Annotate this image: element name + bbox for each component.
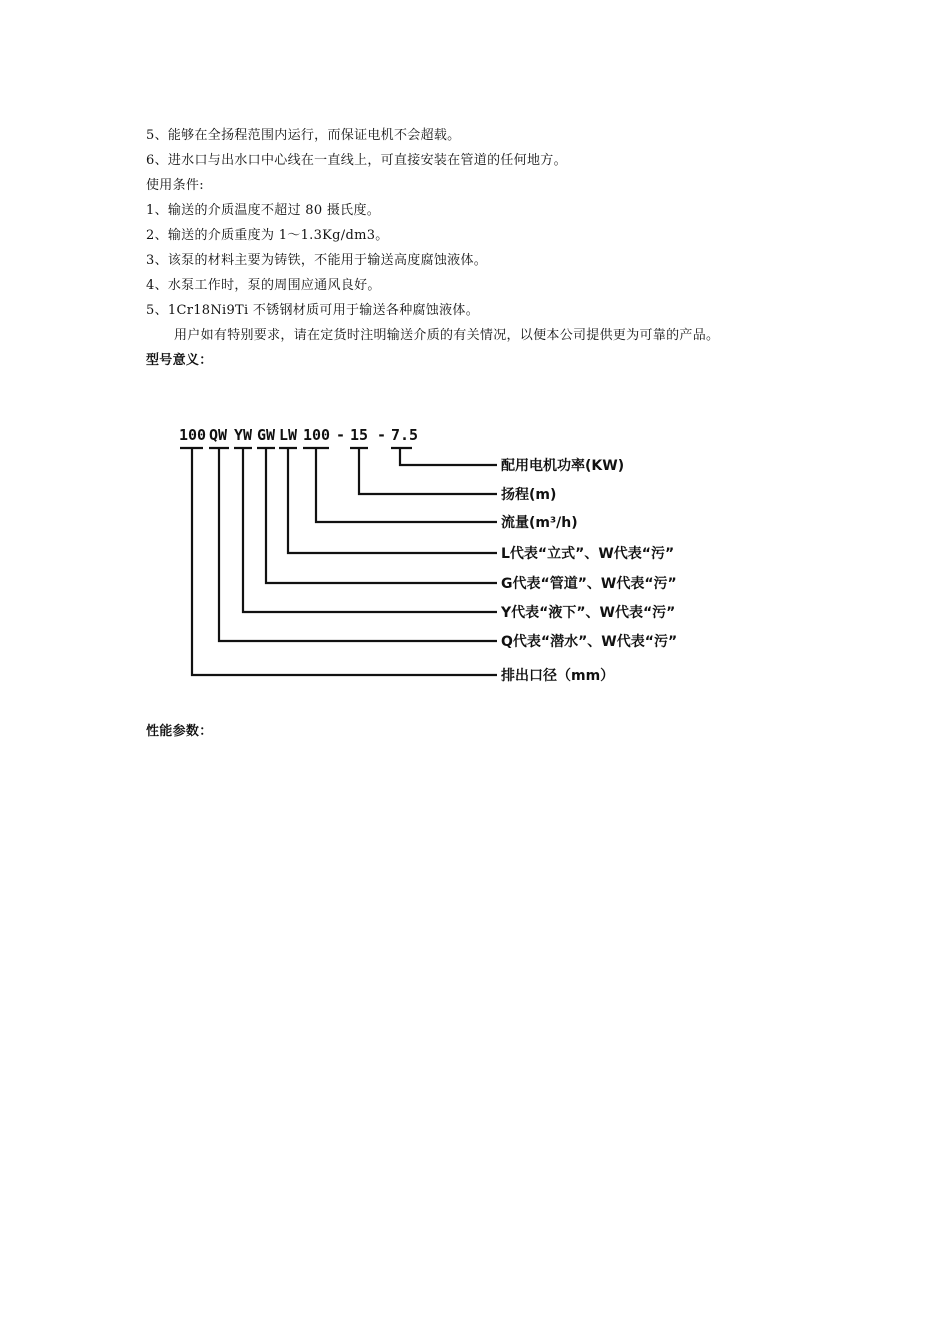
legend-lw: L代表“立式”、W代表“污” — [501, 546, 675, 562]
legend-qw: Q代表“潜水”、W代表“污” — [501, 634, 678, 650]
code-part-qw: QW — [209, 426, 228, 444]
model-code-svg — [175, 418, 735, 698]
code-part-head: 15 — [350, 426, 369, 444]
code-dash-2: - — [377, 426, 387, 444]
legend-yw: Y代表“液下”、W代表“污” — [501, 605, 676, 621]
model-code-diagram — [175, 418, 735, 698]
legend-head: 扬程(m) — [501, 487, 557, 503]
text-line-1: 5、能够在全扬程范围内运行，而保证电机不会超载。 — [146, 128, 461, 143]
legend-motor-power: 配用电机功率(KW) — [501, 458, 625, 474]
code-part-flow: 100 — [303, 426, 331, 444]
usage-conditions-heading: 使用条件: — [146, 178, 204, 193]
legend-outlet-diameter: 排出口径（mm） — [501, 668, 615, 684]
code-part-gw: GW — [257, 426, 276, 444]
text-line-5: 2、输送的介质重度为 1～1.3Kg/dm3。 — [146, 228, 389, 243]
code-part-power: 7.5 — [391, 426, 419, 444]
text-line-9: 用户如有特别要求，请在定货时注明输送介质的有关情况，以便本公司提供更为可靠的产品。 — [174, 328, 720, 343]
code-part-yw: YW — [234, 426, 253, 444]
code-part-100: 100 — [179, 426, 207, 444]
text-line-7: 4、水泵工作时，泵的周围应通风良好。 — [146, 278, 381, 293]
code-part-lw: LW — [279, 426, 298, 444]
connector-lines — [192, 448, 497, 675]
code-dash-1: - — [336, 426, 346, 444]
legend-flow: 流量(m³/h) — [501, 515, 578, 531]
text-line-4: 1、输送的介质温度不超过 80 摄氏度。 — [146, 203, 381, 218]
text-line-2: 6、进水口与出水口中心线在一直线上，可直接安装在管道的任何地方。 — [146, 153, 567, 168]
legend-gw: G代表“管道”、W代表“污” — [501, 576, 677, 592]
performance-heading: 性能参数： — [146, 724, 213, 739]
model-meaning-heading: 型号意义： — [146, 353, 213, 368]
text-line-6: 3、该泵的材料主要为铸铁，不能用于输送高度腐蚀液体。 — [146, 253, 488, 268]
text-line-8: 5、1Cr18Ni9Ti 不锈钢材质可用于输送各种腐蚀液体。 — [146, 303, 480, 318]
